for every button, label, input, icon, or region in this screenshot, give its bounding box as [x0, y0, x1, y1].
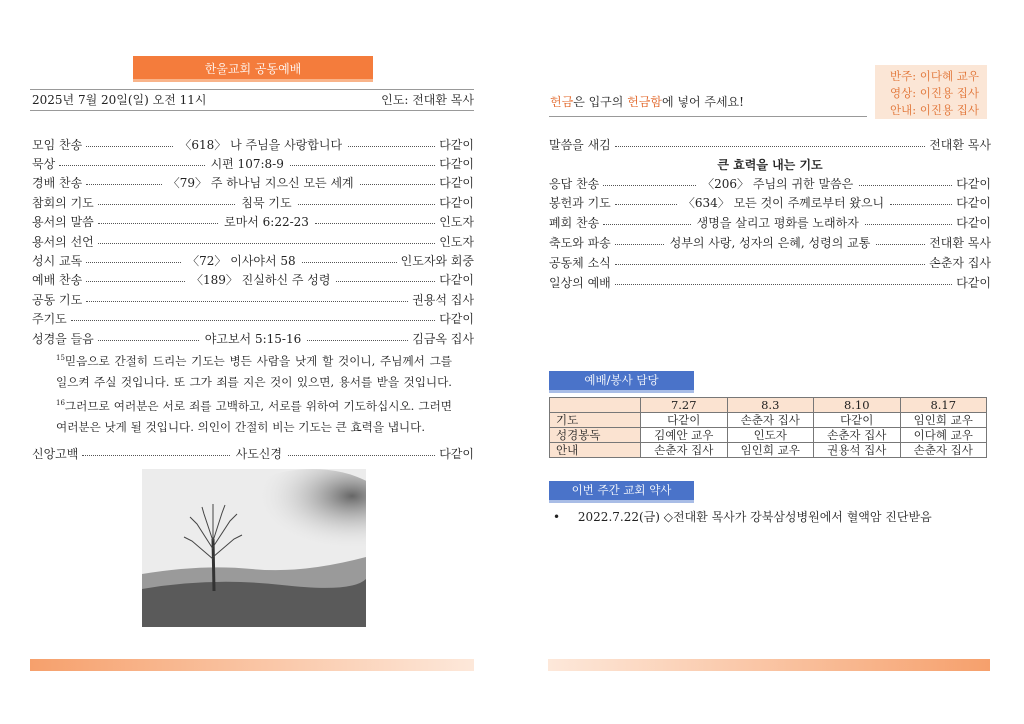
worship-item-person: 인도자 — [439, 234, 474, 249]
news-list — [553, 508, 932, 525]
worship-item — [549, 273, 991, 291]
table-header-row — [550, 398, 987, 413]
worship-item — [549, 233, 991, 251]
verse-text: 믿음으로 간절히 드리는 기도는 병든 사람을 낫게 할 것이니, 주님께서 그를 일으켜 주실 것입니다. 또 그가 죄를 지은 것이 있으면, 용서를 받을 것입니다. — [56, 353, 452, 389]
worship-item-person: 전대환 목사 — [929, 235, 991, 250]
name-cell: 손춘자 집사 — [727, 413, 814, 428]
role-cell: 성경봉독 — [550, 428, 641, 443]
worship-item-content: 야고보서 5:15-16 — [204, 331, 302, 346]
date-cell: 8.3 — [727, 398, 814, 413]
worship-item-person: 다같이 — [956, 275, 991, 290]
worship-item-label: 용서의 말씀 — [32, 215, 94, 230]
worship-item-creed — [32, 444, 474, 462]
worship-item-person: 전대환 목사 — [929, 137, 991, 152]
offering-word: 헌금 — [550, 95, 574, 109]
worship-item-content: 〈206〉 주님의 귀한 말씀은 — [702, 176, 854, 191]
worship-item — [32, 290, 474, 308]
verse-text: 그러므로 여러분은 서로 죄를 고백하고, 서로를 위하여 기도하십시오. 그러면 여러분은 낫게 될 것입니다. 의인이 간절히 비는 기도는 큰 효력을 냅니다. — [56, 398, 452, 434]
worship-item-person: 다같이 — [439, 195, 474, 210]
worship-item — [32, 251, 474, 269]
footer-bar-left — [30, 659, 474, 671]
staff-line: 영상: 이진용 집사 — [890, 86, 979, 100]
worship-item-person: 다같이 — [439, 156, 474, 171]
worship-item-person: 다같이 — [439, 273, 474, 288]
worship-item-content: 〈189〉 진실하신 주 성령 — [190, 273, 331, 288]
worship-item — [32, 329, 474, 347]
worship-item — [32, 232, 474, 250]
name-cell: 임인희 교우 — [727, 443, 814, 458]
name-cell: 권용석 집사 — [814, 443, 901, 458]
bullet-icon: • — [553, 510, 561, 524]
lone-tree-image — [142, 469, 366, 627]
worship-item — [32, 310, 474, 328]
worship-item-person: 다같이 — [439, 312, 474, 327]
worship-item-person: 인도자와 회중 — [400, 253, 475, 268]
duty-section-header: 예배/봉사 담당 — [549, 371, 694, 393]
worship-item-person: 권용석 집사 — [412, 292, 474, 307]
news-section-header: 이번 주간 교회 약사 — [549, 481, 694, 503]
verse-number: 16 — [56, 398, 65, 407]
worship-item-content: 〈618〉 나 주님을 사랑합니다 — [179, 137, 343, 152]
worship-item — [32, 271, 474, 289]
worship-item-content: 사도신경 — [235, 446, 282, 461]
worship-item-label: 경배 찬송 — [32, 176, 83, 191]
worship-item — [32, 154, 474, 172]
name-cell: 임인희 교우 — [900, 413, 987, 428]
staff-line: 반주: 이다혜 교우 — [890, 69, 979, 83]
worship-item — [32, 193, 474, 211]
staff-box — [875, 65, 987, 119]
date-cell: 8.10 — [814, 398, 901, 413]
name-cell: 다같이 — [641, 413, 728, 428]
name-cell: 손춘자 집사 — [641, 443, 728, 458]
verse-number: 15 — [56, 354, 65, 362]
worship-item-label: 예배 찬송 — [32, 273, 83, 288]
worship-item-label: 축도와 파송 — [549, 235, 611, 250]
service-date: 2025년 7월 20일(일) 오전 11시 — [32, 93, 207, 107]
list-item: 2022.7.22(금) ◇전대환 목사가 강북삼성병원에서 혈액암 진단받음 — [577, 510, 932, 524]
worship-item — [32, 135, 474, 153]
worship-item-label: 주기도 — [32, 312, 67, 327]
role-cell: 기도 — [550, 413, 641, 428]
worship-item-person: 다같이 — [956, 216, 992, 231]
sermon-title: 큰 효력을 내는 기도 — [717, 158, 823, 172]
notice-rule — [549, 116, 867, 117]
worship-item-person: 다같이 — [956, 196, 991, 211]
header-bottom-rule — [30, 110, 474, 111]
worship-item-content: 성부의 사랑, 성자의 은혜, 성령의 교통 — [669, 235, 871, 250]
worship-item-label: 말씀을 새김 — [549, 137, 611, 152]
worship-item-content: 시편 107:8-9 — [210, 156, 284, 171]
worship-item — [32, 213, 474, 231]
worship-item-person: 다같이 — [439, 137, 474, 152]
service-leader: 인도: 전대환 목사 — [381, 93, 474, 107]
worship-item-content: 생명을 살리고 평화를 노래하자 — [696, 216, 859, 231]
worship-item-label: 공동 기도 — [32, 292, 83, 307]
table-row — [550, 413, 987, 428]
worship-item — [549, 253, 991, 271]
worship-item-label: 폐회 찬송 — [549, 216, 600, 231]
name-cell: 손춘자 집사 — [814, 428, 901, 443]
footer-bar-right — [548, 659, 990, 671]
worship-item-label: 성시 교독 — [32, 253, 83, 268]
worship-item-content: 침묵 기도 — [241, 195, 292, 210]
worship-item-person: 인도자 — [439, 215, 474, 230]
worship-item-sermon — [549, 135, 991, 153]
worship-item — [549, 174, 991, 192]
date-cell: 7.27 — [641, 398, 728, 413]
worship-item-label: 모임 찬송 — [32, 137, 83, 152]
tree-illustration — [142, 469, 366, 627]
name-cell: 김예안 교우 — [641, 428, 728, 443]
worship-item-person: 손춘자 집사 — [929, 255, 991, 270]
worship-item-content: 〈72〉 이사야서 58 — [187, 253, 296, 268]
worship-item-label: 응답 찬송 — [549, 176, 600, 191]
table-row — [550, 443, 987, 458]
worship-item-person: 다같이 — [439, 446, 474, 461]
table-row — [550, 428, 987, 443]
worship-item-label: 성경을 들음 — [32, 331, 94, 346]
worship-item — [549, 214, 991, 232]
worship-item-label: 공동체 소식 — [549, 255, 611, 270]
name-cell: 이다혜 교우 — [900, 428, 987, 443]
header-top-rule — [30, 89, 474, 90]
offering-notice: 헌금은 입구의 헌금함에 넣어 주세요! — [550, 95, 744, 109]
date-cell: 8.17 — [900, 398, 987, 413]
duty-roster-table — [549, 397, 987, 458]
worship-item-label: 묵상 — [32, 156, 56, 171]
worship-item — [32, 174, 474, 192]
staff-line: 안내: 이진용 집사 — [890, 103, 979, 117]
worship-item — [549, 194, 991, 212]
name-cell: 손춘자 집사 — [900, 443, 987, 458]
worship-item-content: 로마서 6:22-23 — [224, 215, 309, 230]
worship-item-content: 〈634〉 모든 것이 주께로부터 왔으니 — [682, 196, 885, 211]
worship-item-person: 다같이 — [956, 176, 991, 191]
worship-item-person: 김금옥 집사 — [412, 331, 474, 346]
worship-item-person: 다같이 — [439, 176, 475, 191]
worship-item-content: 〈79〉 주 하나님 지으신 모든 세계 — [167, 176, 354, 191]
worship-item-label: 신앙고백 — [32, 446, 79, 461]
role-cell: 안내 — [550, 443, 641, 458]
worship-item-label: 일상의 예배 — [549, 275, 611, 290]
offering-box-word: 헌금함 — [627, 95, 662, 109]
worship-item-label: 참회의 기도 — [32, 195, 94, 210]
worship-item-label: 용서의 선언 — [32, 234, 94, 249]
name-cell: 다같이 — [814, 413, 901, 428]
scripture-passage — [56, 348, 452, 438]
name-cell: 인도자 — [727, 428, 814, 443]
worship-item-label: 봉헌과 기도 — [549, 196, 611, 211]
bulletin-title-banner: 한울교회 공동예배 — [133, 56, 373, 82]
